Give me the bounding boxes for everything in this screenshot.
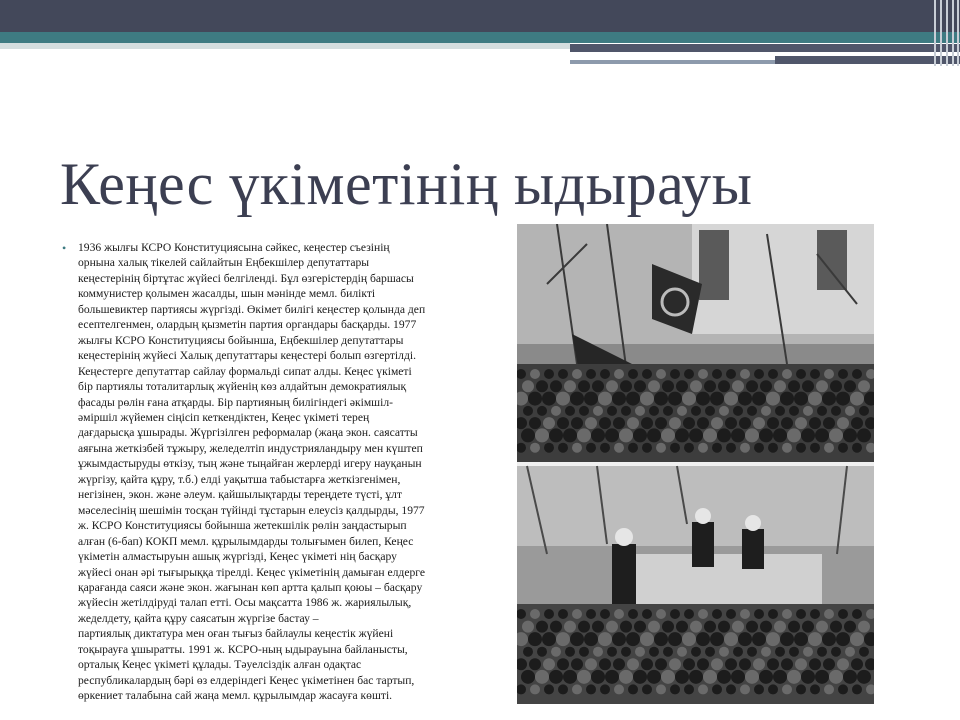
body-line: алған (6-бап) КОКП мемл. құрылымдарды толығымен билеп, Кеңес: [78, 534, 414, 548]
teal-accent-band: [0, 32, 960, 43]
decorative-bar: [570, 44, 960, 52]
body-line: коммунистер қолымен жасалды, шын мәнінде мемл. билікті: [78, 287, 376, 301]
body-line: мәселесінің шешімін тосқан түйінді тұстарын елеусіз қалдырды, 1977: [78, 503, 425, 517]
body-line: кеңестерінің біртұтас жүйесі белгіленді. Бұл өзгерістердің баршасы: [78, 271, 414, 285]
body-line: әміршіл жүйемен сіңісіп кеткендіктен, Кеңес үкіметі терең: [78, 410, 370, 424]
body-line: есептелгенмен, олардың қызметін партия органдары басқарды. 1977: [78, 318, 417, 332]
body-line: жүйесі онан әрі тығырыққа тірелді. Кеңес үкіметінің дамыған елдерге: [78, 565, 426, 579]
body-line: негізінен, экон. және әлеум. қайшылықтарды тереңдете түсті, ұлт: [78, 488, 403, 502]
light-accent-band: [0, 43, 570, 49]
body-line: Кеңестерге депутаттар сайлау формальді сипат алды. Кеңес үкіметі: [78, 364, 412, 378]
body-line: жүйесін жетілдіруді талап етті. Осы мақсатта 1986 ж. жариялылық,: [78, 596, 412, 610]
body-line: 1936 жылғы КСРО Конституциясына сәйкес, кеңестер съезінің: [78, 241, 390, 254]
body-line: бір партиялы тоталитарлық жүйенің көз алдайтын демократиялық: [78, 380, 407, 394]
body-line: республикалардың бәрі өз елдеріндегі Кеңес үкіметінен бас тартып,: [78, 673, 415, 687]
body-line: дағдарысқа ұшырады. Жүргізілген реформалар (жаңа экон. саясатты: [78, 426, 418, 440]
body-paragraph: [78, 240, 472, 704]
body-line: большевиктер партиясы жүргізді. Өкімет билігі кеңестер қолында деп: [78, 302, 426, 316]
body-line: орнына халық тікелей сайлайтын Еңбекшілер депутаттары: [78, 256, 370, 270]
body-line: жүргізу, қайта құру, т.б.) елді уақытша табыстарға жеткізгенімен,: [78, 472, 401, 486]
body-line: үкіметін алмастыруын ашық жүргізді, Кеңес үкіметі нің басқару: [78, 550, 397, 564]
slide-body: [62, 240, 472, 708]
bullet-marker: •: [62, 241, 67, 255]
body-line: жылғы КСРО Конституциясы бойынша, Еңбекшілер депутаттары: [78, 333, 404, 347]
body-line: фасады рөлін ғана атқарды. Бір партияның билігіндегі әкімшіл-: [78, 395, 393, 409]
historical-photo: [517, 224, 874, 704]
body-line: кеңестерінің жүйесі Халық депутаттары кеңестері болып өзгертілді.: [78, 349, 416, 363]
slide-title: Кеңес үкіметінің ыдырауы: [60, 151, 753, 217]
body-line: партиялық диктатура мен оған тығыз байлаулы кеңестік жүйені: [78, 627, 394, 641]
decorative-stripes: [930, 0, 960, 66]
body-line: орталық Кеңес үкіметі құлады. Тәуелсіздік алған одақтас: [78, 658, 362, 672]
body-line: аяғына жеткізбей тұжыру, желеделтіп индустрияландыру мен күштеп: [78, 441, 423, 455]
body-line: өркениет талабына сай жаңа мемл. құрылымдар жасауға көшті.: [78, 689, 393, 703]
body-line: ұжымдастыруды өткізу, тың және тыңайған жерлерді игеру науқанын: [78, 457, 422, 471]
body-line: ж. КСРО Конституциясы бойынша жетекшілік рөлін заңдастырып: [78, 519, 407, 533]
top-header-band: [0, 0, 960, 32]
decorative-bar: [570, 60, 775, 64]
body-line: тоқырауға ұшыратты. 1991 ж. КСРО-ның ыдырауына байланысты,: [78, 642, 408, 656]
body-line: жеделдету, қайта құру саясатын жүргізе бастау –: [78, 611, 319, 625]
body-line: қарағанда саяси және экон. жағынан көп артта қалып қоюы – басқару: [78, 580, 423, 594]
crowd-photo-collage: [517, 224, 874, 704]
